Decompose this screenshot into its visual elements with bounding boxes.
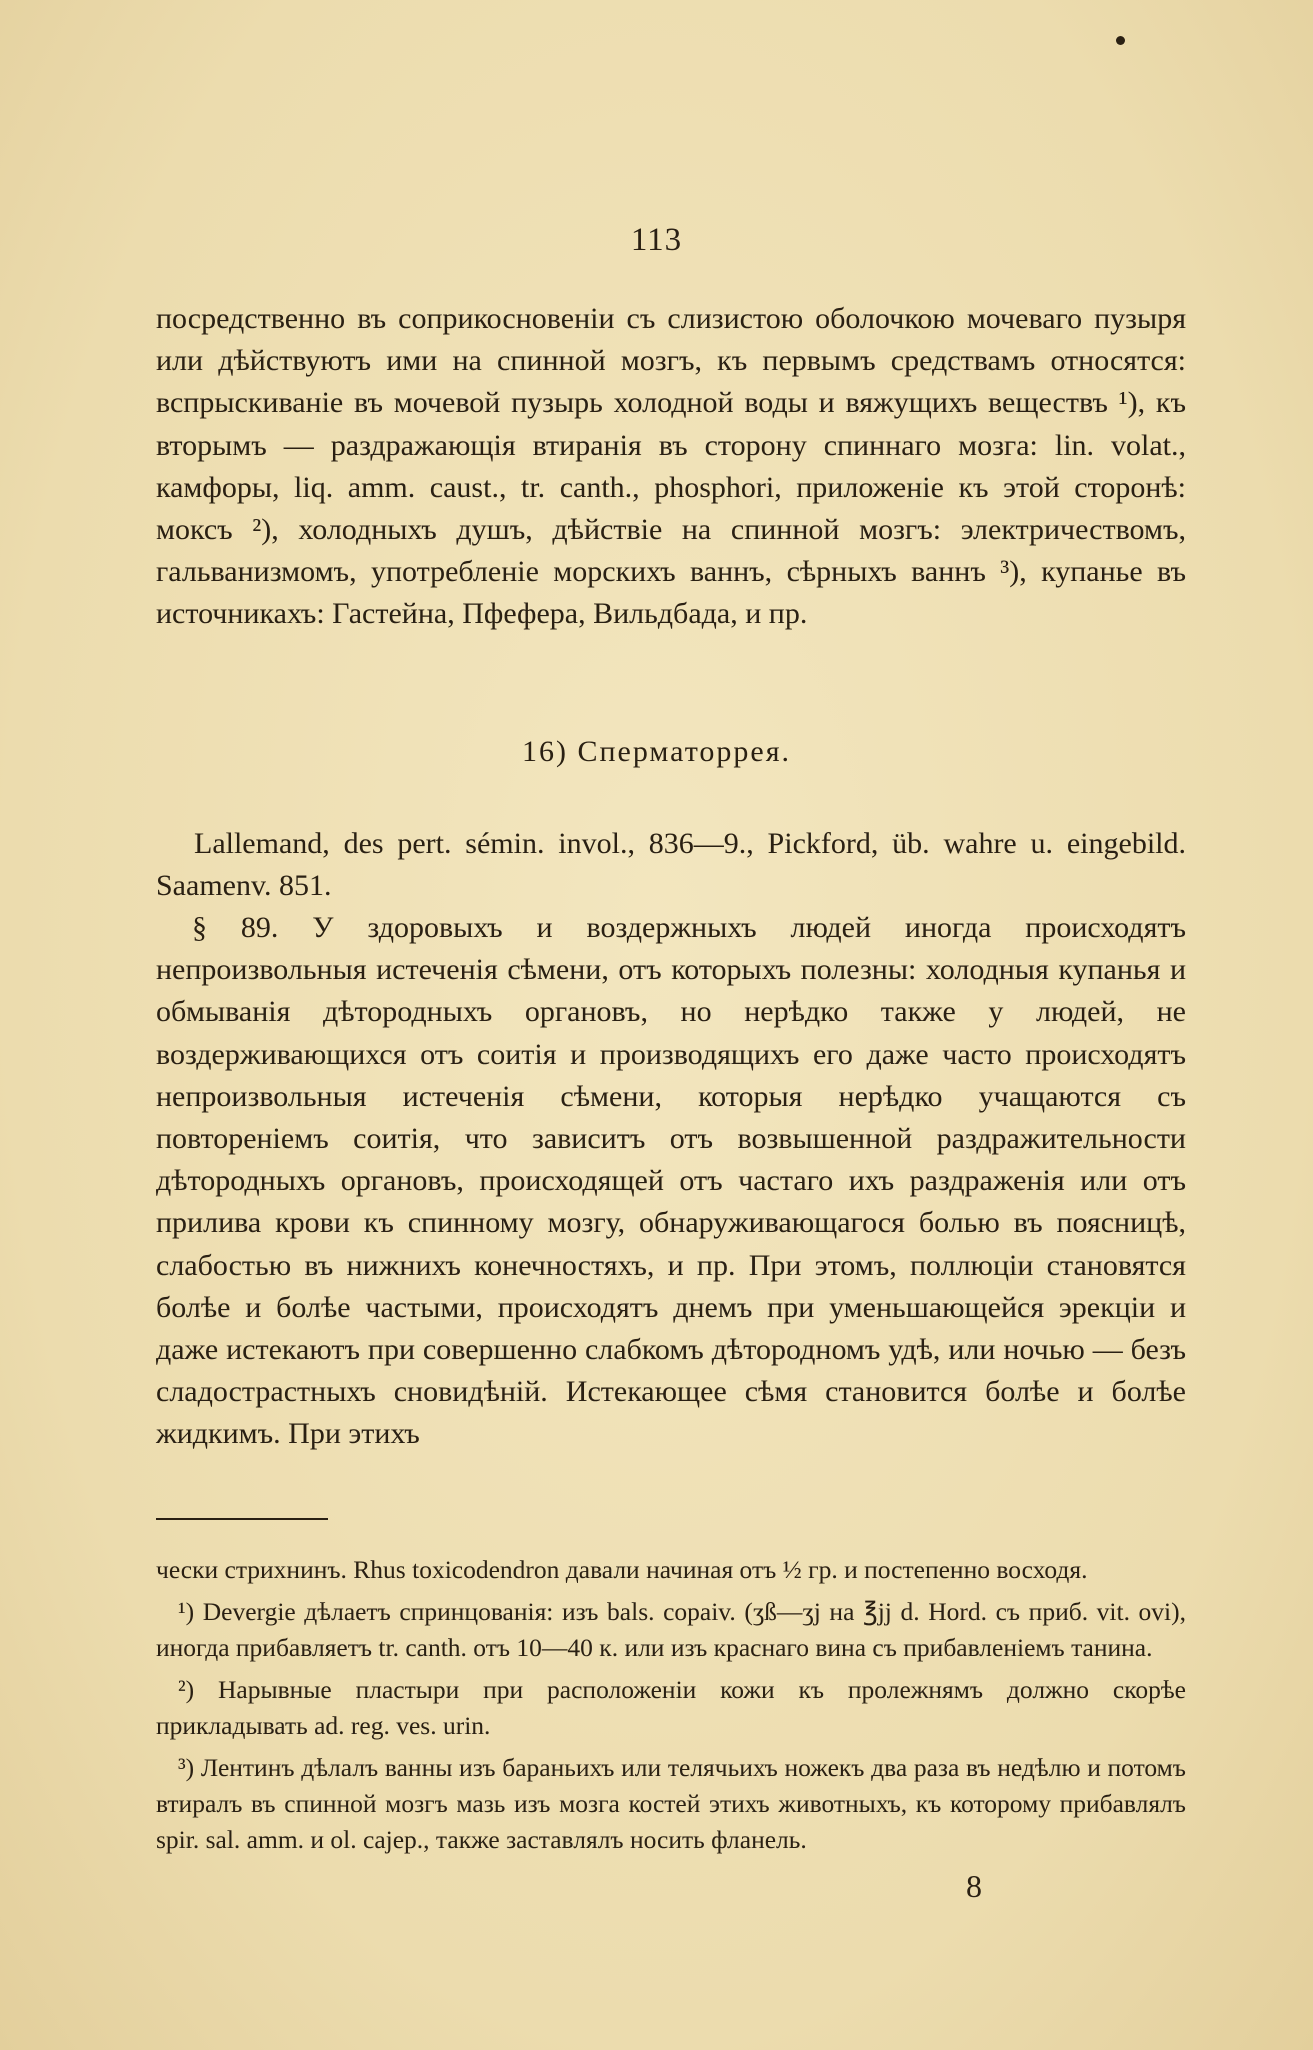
footnotes: [156, 1552, 1186, 1864]
intro-paragraph: [156, 298, 1186, 636]
footnote-divider: [156, 1518, 328, 1520]
references-line: [156, 823, 1186, 907]
main-paragraph-text: § 89. У здоровыхъ и воздержныхъ людей иногда происходятъ непроизвольныя истеченiя сѣмени, отъ которыхъ полезны: холодныя купанья и обмыванiя дѣтородныхъ органовъ, но нерѣдко также у людей, не воздерживающихся отъ соитiя и производящихъ его даже часто происходятъ непроизвольныя истеченiя сѣмени, которыя нерѣдко учащаются съ повторенiемъ соитiя, что зависитъ отъ возвышенной раздражительности дѣтородныхъ органовъ, происходящей отъ частаго ихъ раздраженiя или отъ прилива крови къ спинному мозгу, обнаруживающагося болью въ поясницѣ, слабостью въ нижнихъ конечностяхъ, и пр. При этомъ, поллюцiи становятся болѣе и болѣе частыми, происходятъ днемъ при уменьшающейся эрекцiи и даже истекаютъ при совершенно слабкомъ дѣтородномъ удѣ, или ночью — безъ сладострастныхъ сновидѣнiй. Истекающее сѣмя становится болѣе и болѣе жидкимъ. При этихъ: [156, 911, 1186, 1451]
footnote-3: ³) Лентинъ дѣлалъ ванны изъ бараньихъ или телячьихъ ножекъ два раза въ недѣлю и потомъ втиралъ въ спинной мозгъ мазь изъ мозга костей этихъ животныхъ, къ которому прибавлялъ spir. sal. amm. и ol. cajep., также заставлялъ носить фланель.: [156, 1753, 1186, 1854]
intro-paragraph-text: посредственно въ соприкосновенiи съ слизистою оболочкою мочеваго пузыря или дѣйствуютъ ими на спинной мозгъ, къ первымъ средствамъ относятся: вспрыскиванiе въ мочевой пузырь холодной воды и вяжущихъ веществъ ¹), къ вторымъ — раздражающiя втиранiя въ сторону спиннаго мозга: lin. volat., камфоры, liq. amm. caust., tr. canth., phosphori, приложенiе къ этой сторонѣ: моксъ ²), холодныхъ душъ, дѣйствiе на спинной мозгъ: электричествомъ, гальванизмомъ, употребленiе морскихъ ваннъ, сѣрныхъ ваннъ ³), купанье въ источникахъ: Гастейна, Пфефера, Вильдбада, и пр.: [156, 302, 1186, 631]
page-number: 113: [630, 222, 683, 258]
signature-mark: 8: [966, 1868, 982, 1904]
ink-speck: [1116, 36, 1125, 45]
references-text: Lallemand, des pert. sémin. invol., 836—9., Pickford, üb. wahre u. eingebild. Saamenv. 851.: [156, 827, 1186, 903]
footnote-2: ²) Нарывные пластыри при расположенiи кожи къ пролежнямъ должно скорѣе прикладывать ad. reg. ves. urin.: [156, 1675, 1186, 1740]
footnote-1: ¹) Devergie дѣлаетъ спринцованiя: изъ bals. copaiv. (ʒß—ʒj на ℥jj d. Hord. съ приб. vit. ovi), иногда прибавляетъ tr. canth. отъ 10—40 к. или изъ краснаго вина съ прибавленiемъ танина.: [156, 1597, 1186, 1662]
section-heading: 16) Сперматоррея.: [521, 735, 792, 768]
footnote-continuation: чески стрихнинъ. Rhus toxicodendron давали начиная отъ ½ гр. и постепенно восходя.: [156, 1555, 1088, 1584]
main-paragraph: [156, 907, 1186, 1456]
